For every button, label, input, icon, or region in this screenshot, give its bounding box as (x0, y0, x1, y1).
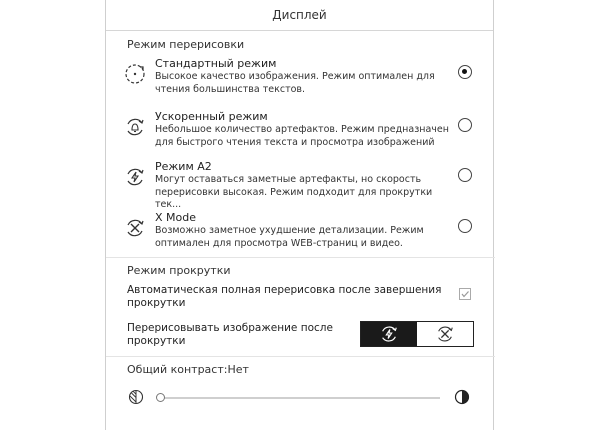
mode-description: Возможно заметное ухудшение детализации. Режим оптимален для просмотра WEB-страниц и видео. (155, 225, 424, 249)
mode-fast[interactable] (106, 110, 495, 156)
mode-a2[interactable] (106, 160, 495, 210)
mode-standard-radio[interactable] (458, 65, 472, 79)
redraw-mode-toggle[interactable] (360, 321, 474, 347)
refresh-lightning-icon (124, 166, 146, 188)
refresh-section-label: Режим перерисовки (127, 38, 245, 51)
auto-full-refresh-checkbox[interactable] (459, 288, 471, 300)
contrast-slider-thumb[interactable] (156, 393, 165, 402)
title-bar (106, 0, 493, 31)
page-title: Дисплей (272, 8, 327, 22)
mode-standard[interactable] (106, 57, 495, 103)
refresh-lightning-icon (379, 324, 399, 344)
refresh-x-icon (124, 217, 146, 239)
refresh-bell-icon (124, 116, 146, 138)
mode-title: X Mode (155, 211, 197, 224)
auto-full-refresh-label: Автоматическая полная перерисовка после завершения прокрутки (127, 284, 442, 309)
divider (106, 257, 495, 258)
redraw-after-scroll-label: Перерисовывать изображение после прокрутки (127, 322, 333, 347)
check-icon (460, 289, 470, 299)
display-settings-panel (105, 0, 494, 430)
refresh-x-icon (435, 324, 455, 344)
contrast-low-icon[interactable] (128, 389, 144, 405)
contrast-label: Общий контраст:Нет (127, 363, 249, 376)
redraw-option-x[interactable] (417, 322, 473, 346)
mode-description: Могут оставаться заметные артефакты, но скорость перерисовки высокая. Режим подходит для прокрутки тек... (155, 174, 433, 210)
mode-fast-radio[interactable] (458, 118, 472, 132)
mode-description: Высокое качество изображения. Режим оптимален для чтения большинства текстов. (155, 71, 435, 95)
mode-title: Стандартный режим (155, 57, 277, 70)
divider (106, 356, 495, 357)
mode-x[interactable] (106, 211, 495, 257)
mode-a2-radio[interactable] (458, 168, 472, 182)
contrast-slider-track[interactable] (162, 397, 440, 399)
refresh-dotted-icon (124, 63, 146, 85)
mode-x-radio[interactable] (458, 219, 472, 233)
contrast-high-icon[interactable] (454, 389, 470, 405)
redraw-option-a2[interactable] (361, 322, 417, 346)
mode-description: Небольшое количество артефактов. Режим предназначен для быстрого чтения текста и просмотра изображений (155, 124, 449, 148)
scroll-section-label: Режим прокрутки (127, 264, 231, 277)
mode-title: Режим А2 (155, 160, 212, 173)
mode-title: Ускоренный режим (155, 110, 268, 123)
